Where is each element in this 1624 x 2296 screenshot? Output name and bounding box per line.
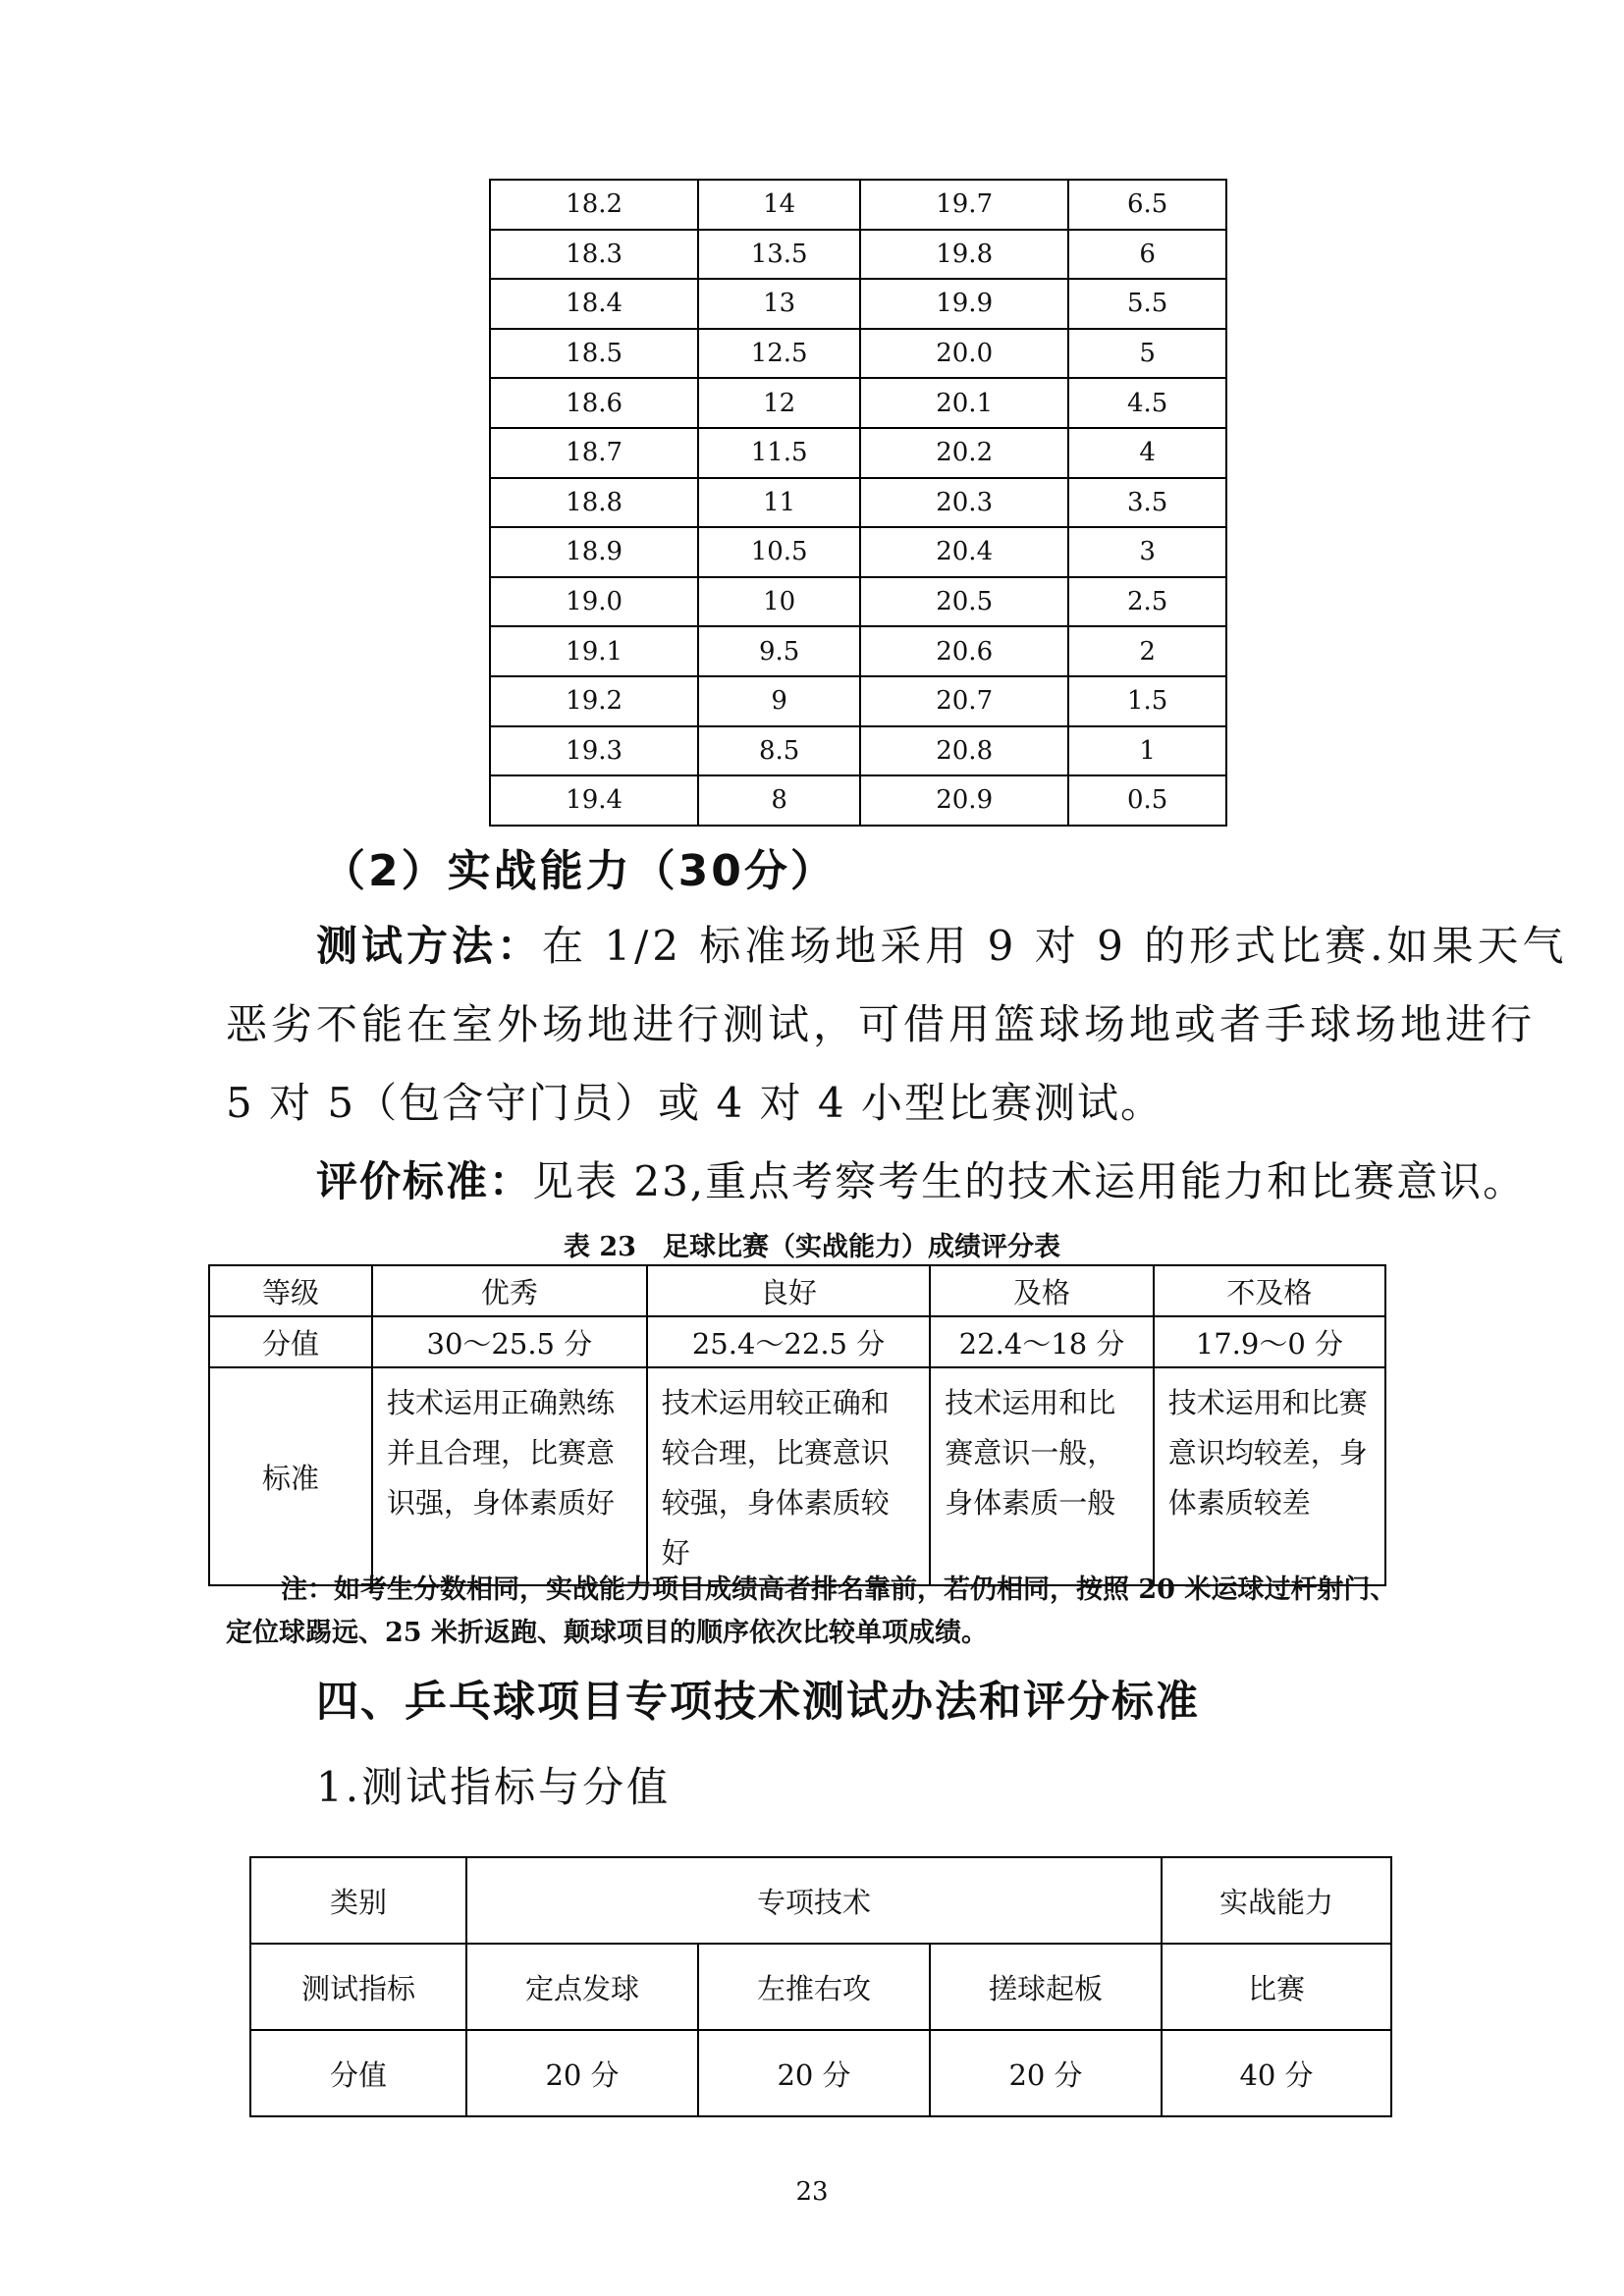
table-row [490,527,1226,577]
table-cell: 18.9 [490,527,698,577]
section-title-pingpong: 四、乒乓球项目专项技术测试办法和评分标准 [316,1678,1200,1727]
table-cell: 13.5 [698,230,860,280]
score-fail: 17.9～0 分 [1154,1316,1385,1367]
indicator-push-attack: 左推右攻 [698,1944,930,2030]
table-cell: 12 [698,378,860,428]
indicator-label: 测试指标 [250,1944,466,2030]
table-row [490,428,1226,478]
grade-fail: 不及格 [1154,1265,1385,1316]
test-method-text-1: 在 1/2 标准场地采用 9 对 9 的形式比赛.如果天气 [542,922,1568,970]
table-row [490,626,1226,676]
table-cell: 18.8 [490,478,698,528]
page-number: 23 [795,2177,829,2207]
table-cell: 19.2 [490,676,698,726]
table-cell: 2.5 [1068,577,1226,627]
points-match: 40 分 [1162,2030,1391,2116]
table-cell: 10 [698,577,860,627]
score-label: 分值 [209,1316,372,1367]
table-cell: 19.3 [490,726,698,776]
table-cell: 1 [1068,726,1226,776]
table-row [490,726,1226,776]
table-cell: 6 [1068,230,1226,280]
table-cell: 20.3 [860,478,1068,528]
indicator-chop-loop: 搓球起板 [930,1944,1162,2030]
grade-excellent: 优秀 [372,1265,647,1316]
table-row [490,378,1226,428]
evaluation-label: 评价标准： [316,1157,533,1205]
table-cell: 13 [698,279,860,329]
table-row [490,676,1226,726]
table-row [209,1265,1385,1316]
table-cell: 19.1 [490,626,698,676]
table-cell: 19.0 [490,577,698,627]
evaluation-text: 见表 23,重点考察考生的技术运用能力和比赛意识。 [532,1157,1527,1205]
table-cell: 5.5 [1068,279,1226,329]
criteria-good: 技术运用较正确和较合理，比赛意识较强，身体素质较好 [647,1367,931,1585]
test-method-line-2: 恶劣不能在室外场地进行测试，可借用篮球场地或者手球场地进行 [226,1000,1537,1048]
grade-header: 等级 [209,1265,372,1316]
table-cell: 10.5 [698,527,860,577]
football-evaluation-table [208,1264,1386,1586]
table-cell: 20.4 [860,527,1068,577]
table-cell: 11.5 [698,428,860,478]
table-cell: 18.2 [490,180,698,230]
table-cell: 20.9 [860,775,1068,826]
table-cell: 1.5 [1068,676,1226,726]
table-row [250,1944,1391,2030]
table-row [250,2030,1391,2116]
criteria-label: 标准 [209,1367,372,1585]
table-cell: 4 [1068,428,1226,478]
table-cell: 19.9 [860,279,1068,329]
score-table-body [490,180,1226,826]
test-method-label: 测试方法： [316,922,543,970]
table-cell: 20.2 [860,428,1068,478]
table-cell: 4.5 [1068,378,1226,428]
table-row [250,1857,1391,1944]
table-cell: 11 [698,478,860,528]
table-row [490,329,1226,379]
table-cell: 20.8 [860,726,1068,776]
score-good: 25.4～22.5 分 [647,1316,931,1367]
table-cell: 0.5 [1068,775,1226,826]
table-cell: 3 [1068,527,1226,577]
criteria-excellent: 技术运用正确熟练并且合理，比赛意识强，身体素质好 [372,1367,647,1585]
table-cell: 12.5 [698,329,860,379]
table-cell: 9 [698,676,860,726]
table-row [209,1316,1385,1367]
score-excellent: 30～25.5 分 [372,1316,647,1367]
special-skill-header: 专项技术 [466,1857,1162,1944]
table-row [490,279,1226,329]
table-cell: 8 [698,775,860,826]
grade-good: 良好 [647,1265,931,1316]
points-fixed-serve: 20 分 [466,2030,698,2116]
grade-pass: 及格 [930,1265,1153,1316]
table-cell: 20.1 [860,378,1068,428]
criteria-pass: 技术运用和比赛意识一般，身体素质一般 [930,1367,1153,1585]
table-row [490,775,1226,826]
category-label: 类别 [250,1857,466,1944]
table-23-caption: 表 23 足球比赛（实战能力）成绩评分表 [564,1232,1060,1262]
criteria-fail: 技术运用和比赛意识均较差，身体素质较差 [1154,1367,1385,1585]
table-row [490,577,1226,627]
indicator-match: 比赛 [1162,1944,1391,2030]
table-cell: 19.8 [860,230,1068,280]
table-cell: 8.5 [698,726,860,776]
table-row [490,230,1226,280]
table-cell: 18.4 [490,279,698,329]
table-cell: 2 [1068,626,1226,676]
table-cell: 18.7 [490,428,698,478]
test-method-line-1 [316,921,1593,972]
table-cell: 20.0 [860,329,1068,379]
table-cell: 20.7 [860,676,1068,726]
note-line-1: 注：如考生分数相同，实战能力项目成绩高者排名靠前，若仍相同，按照 20 米运球过杆射门、 [281,1575,1397,1605]
table-cell: 3.5 [1068,478,1226,528]
table-cell: 14 [698,180,860,230]
table-cell: 18.6 [490,378,698,428]
table-cell: 19.7 [860,180,1068,230]
pingpong-indicator-table [249,1856,1392,2117]
note-line-2: 定位球踢远、25 米折返跑、颠球项目的顺序依次比较单项成绩。 [226,1618,988,1648]
table-cell: 9.5 [698,626,860,676]
subsection-title-indicators: 1.测试指标与分值 [316,1763,672,1811]
test-method-line-3: 5 对 5（包含守门员）或 4 对 4 小型比赛测试。 [226,1079,1164,1127]
table-cell: 18.3 [490,230,698,280]
score-pass: 22.4～18 分 [930,1316,1153,1367]
combat-ability-header: 实战能力 [1162,1857,1391,1944]
points-chop-loop: 20 分 [930,2030,1162,2116]
points-push-attack: 20 分 [698,2030,930,2116]
table-cell: 6.5 [1068,180,1226,230]
table-row [209,1367,1385,1585]
table-row [490,180,1226,230]
table-cell: 20.5 [860,577,1068,627]
table-cell: 19.4 [490,775,698,826]
table-cell: 5 [1068,329,1226,379]
table-cell: 18.5 [490,329,698,379]
indicator-fixed-serve: 定点发球 [466,1944,698,2030]
table-cell: 20.6 [860,626,1068,676]
section-title-combat: （2）实战能力（30分） [322,846,837,896]
points-label: 分值 [250,2030,466,2116]
evaluation-standard-line [316,1156,1593,1207]
score-conversion-table [489,179,1227,827]
table-row [490,478,1226,528]
